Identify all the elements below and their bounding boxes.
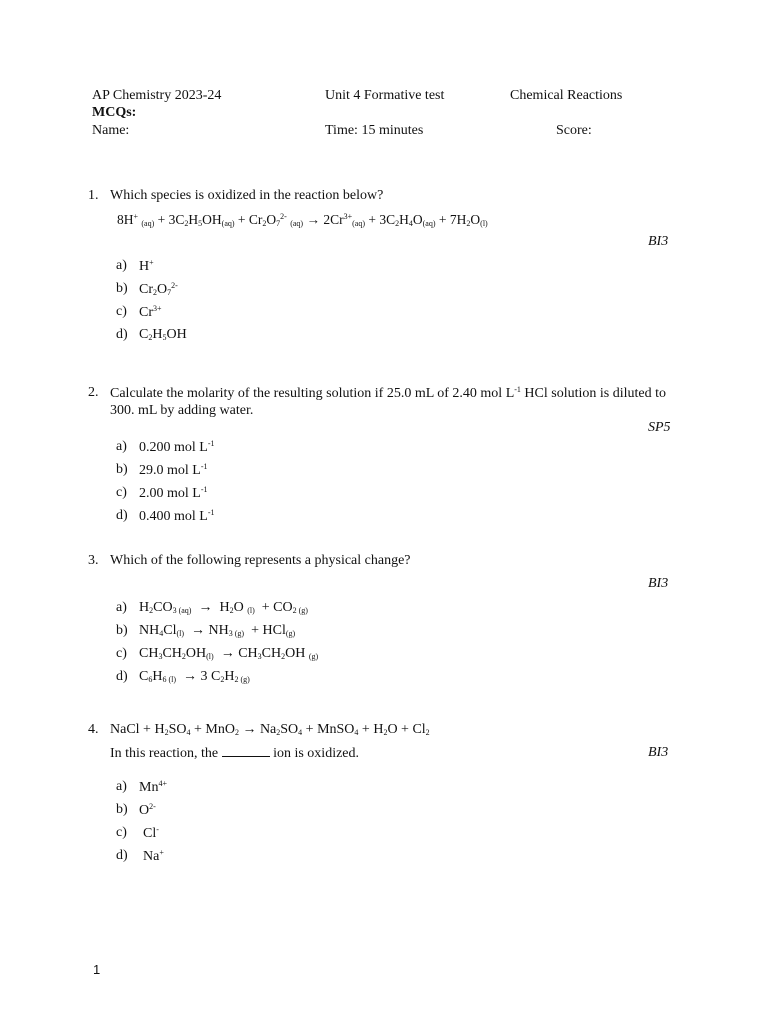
option-text: $NH_4Cl_{(l)} \to NH_{3 (g)} + HCl_{(g)}$ [139, 623, 296, 638]
course-title: AP Chemistry 2023-24 [92, 88, 222, 103]
question-number: 2. [88, 385, 99, 400]
option-text: $C_2H_5OH$ [139, 327, 187, 342]
option-text: $O^{2-}$ [139, 802, 156, 818]
option-letter: b) [116, 281, 128, 296]
reaction-equation: 8H+ $_{(aq)} + 3C_2H_5OH_{(aq)} + Cr_2O_7^{2-}$ $_{(aq)} \to 2Cr^{3+}_{(aq)} + 3C_2H_4O_{(aq)} + 7H_2O_{(l)}$ [117, 212, 488, 228]
section-heading: MCQs: [92, 105, 137, 120]
option-letter: a) [116, 600, 127, 615]
skill-tag: BI3 [648, 234, 669, 249]
option-letter: a) [116, 258, 127, 273]
skill-tag: BI3 [648, 576, 669, 591]
option-letter: c) [116, 304, 127, 319]
option-letter: d) [116, 327, 128, 342]
option-letter: a) [116, 439, 127, 454]
option-text: 29.0 mol $L^{-1}$ [139, 462, 208, 478]
option-text: Cl- [143, 825, 159, 841]
option-letter: b) [116, 623, 128, 638]
option-text: $H_2CO_{3 (aq)} \to H_2O$ $_{(l)} + CO_{2 (g)}$ [139, 600, 308, 615]
option-text: $Mn^{4+}$ [139, 779, 167, 795]
score-label: Score: [556, 123, 592, 138]
test-title: Unit 4 Formative test [325, 88, 445, 103]
option-text: 0.200 mol $L^{-1}$ [139, 439, 215, 455]
option-text: 0.400 mol $L^{-1}$ [139, 508, 215, 524]
option-letter: c) [116, 485, 127, 500]
page-number: 1 [93, 962, 101, 977]
question-number: 1. [88, 188, 99, 203]
question-text: In this reaction, the ion is oxidized. [110, 746, 360, 761]
option-letter: b) [116, 802, 128, 817]
skill-tag: SP5 [648, 420, 671, 435]
question-number: 3. [88, 553, 99, 568]
option-text: $CH_3CH_2OH_{(l)} \to CH_3CH_2OH$ $_{(g)}$ [139, 646, 319, 661]
option-letter: c) [116, 825, 127, 840]
skill-tag: BI3 [648, 745, 669, 760]
option-letter: c) [116, 646, 127, 661]
question-number: 4. [88, 722, 99, 737]
time-label: Time: 15 minutes [325, 123, 424, 138]
reaction-equation: NaCl + $H_2SO_4 + MnO_2 \to Na_2SO_4$ + MnSO$_4$ + $H_2O + Cl_2$ [110, 722, 430, 737]
option-text: 2.00 mol $L^{-1}$ [139, 485, 208, 501]
name-label: Name: [92, 123, 130, 138]
option-text: $Cr^{3+}$ [139, 304, 162, 320]
option-text: $C_6H_{6 (l)} \to 3$ $C_2H_{2 (g)}$ [139, 669, 250, 684]
question-text: Which species is oxidized in the reaction below? [110, 188, 384, 203]
option-letter: d) [116, 669, 128, 684]
question-text-continued: 300. mL by adding water. [110, 403, 254, 418]
option-text: H+ [139, 258, 154, 274]
option-letter: d) [116, 508, 128, 523]
question-text: Which of the following represents a physical change? [110, 553, 411, 568]
answer-blank [222, 745, 270, 757]
option-text: Na+ [143, 848, 164, 864]
topic-title: Chemical Reactions [510, 88, 623, 103]
option-letter: b) [116, 462, 128, 477]
option-text: $Cr_2O_7^{2-}$ [139, 281, 178, 297]
option-letter: d) [116, 848, 128, 863]
option-letter: a) [116, 779, 127, 794]
question-text: Calculate the molarity of the resulting solution if 25.0 mL of 2.40 mol $L^{-1}$ HCl solution is diluted to [110, 385, 666, 401]
